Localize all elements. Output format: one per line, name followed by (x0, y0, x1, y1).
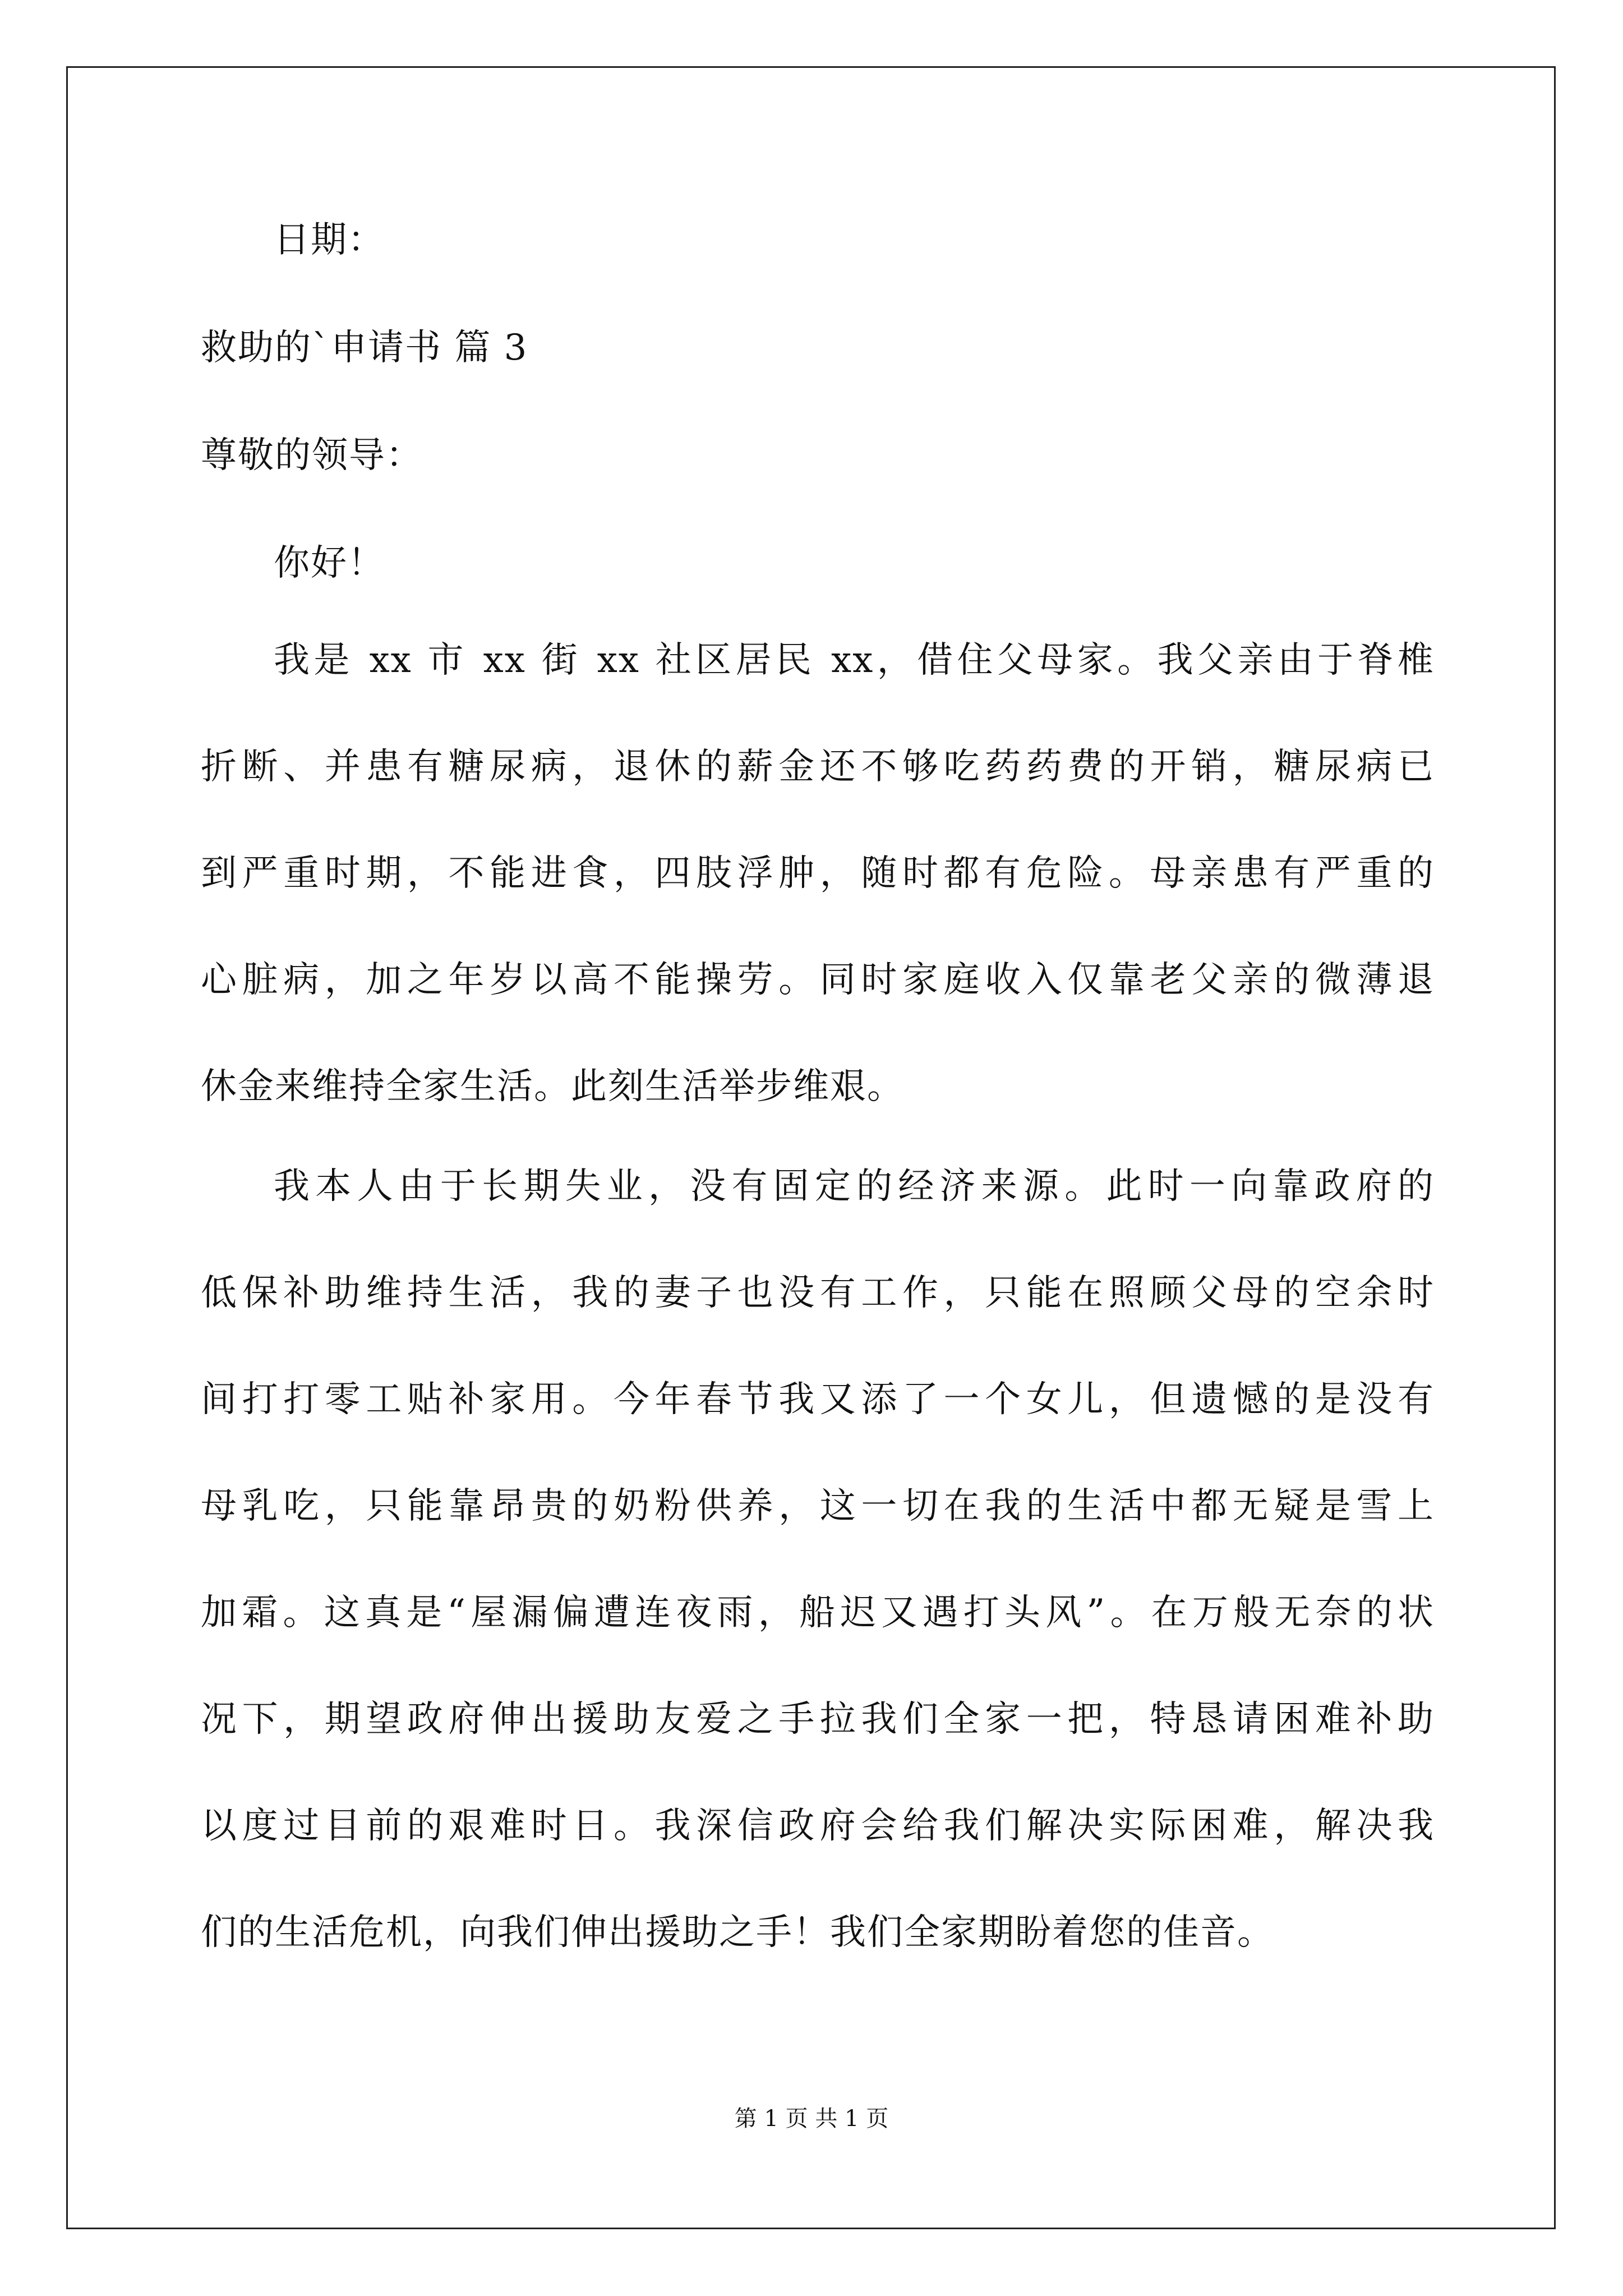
paragraph-1 (201, 607, 1435, 1140)
greeting: 你好！ (274, 542, 385, 584)
paragraph-line: 休金来维持全家生活。此刻生活举步维艰。 (201, 1066, 904, 1107)
paragraph-line: 我本人由于长期失业，没有固定的经济来源。此时一向靠政府的 (274, 1166, 1435, 1207)
document-body (201, 213, 1435, 1979)
paragraph-line: 况下，期望政府伸出援助友爱之手拉我们全家一把，特恳请困难补助 (201, 1699, 1435, 1740)
page-footer: 第 1 页 共 1 页 (734, 2106, 889, 2132)
salutation: 尊敬的领导： (201, 435, 423, 476)
paragraph-2 (201, 1133, 1435, 1986)
paragraph-line: 到严重时期，不能进食，四肢浮肿，随时都有危险。母亲患有严重的 (201, 853, 1435, 894)
date-label: 日期： (274, 219, 385, 261)
paragraph-line: 加霜。这真是“屋漏偏遭连夜雨，船迟又遇打头风”。在万般无奈的状 (201, 1592, 1435, 1634)
paragraph-line: 们的生活危机，向我们伸出援助之手！我们全家期盼着您的佳音。 (201, 1912, 1274, 1953)
paragraph-line: 间打打零工贴补家用。今年春节我又添了一个女儿，但遗憾的是没有 (201, 1379, 1435, 1420)
paragraph-line: 低保补助维持生活，我的妻子也没有工作，只能在照顾父母的空余时 (201, 1272, 1435, 1314)
paragraph-line: 心脏病，加之年岁以高不能操劳。同时家庭收入仅靠老父亲的微薄退 (201, 959, 1435, 1001)
paragraph-line: 折断、并患有糖尿病，退休的薪金还不够吃药药费的开销，糖尿病已 (201, 746, 1435, 788)
paragraph-line: 我是 xx 市 xx 街 xx 社区居民 xx，借住父母家。我父亲由于脊椎 (274, 639, 1435, 681)
paragraph-line: 以度过目前的艰难时日。我深信政府会给我们解决实际困难，解决我 (201, 1805, 1435, 1847)
document-title: 救助的`申请书 篇 3 (201, 327, 528, 369)
paragraph-line: 母乳吃，只能靠昂贵的奶粉供养，这一切在我的生活中都无疑是雪上 (201, 1485, 1435, 1527)
